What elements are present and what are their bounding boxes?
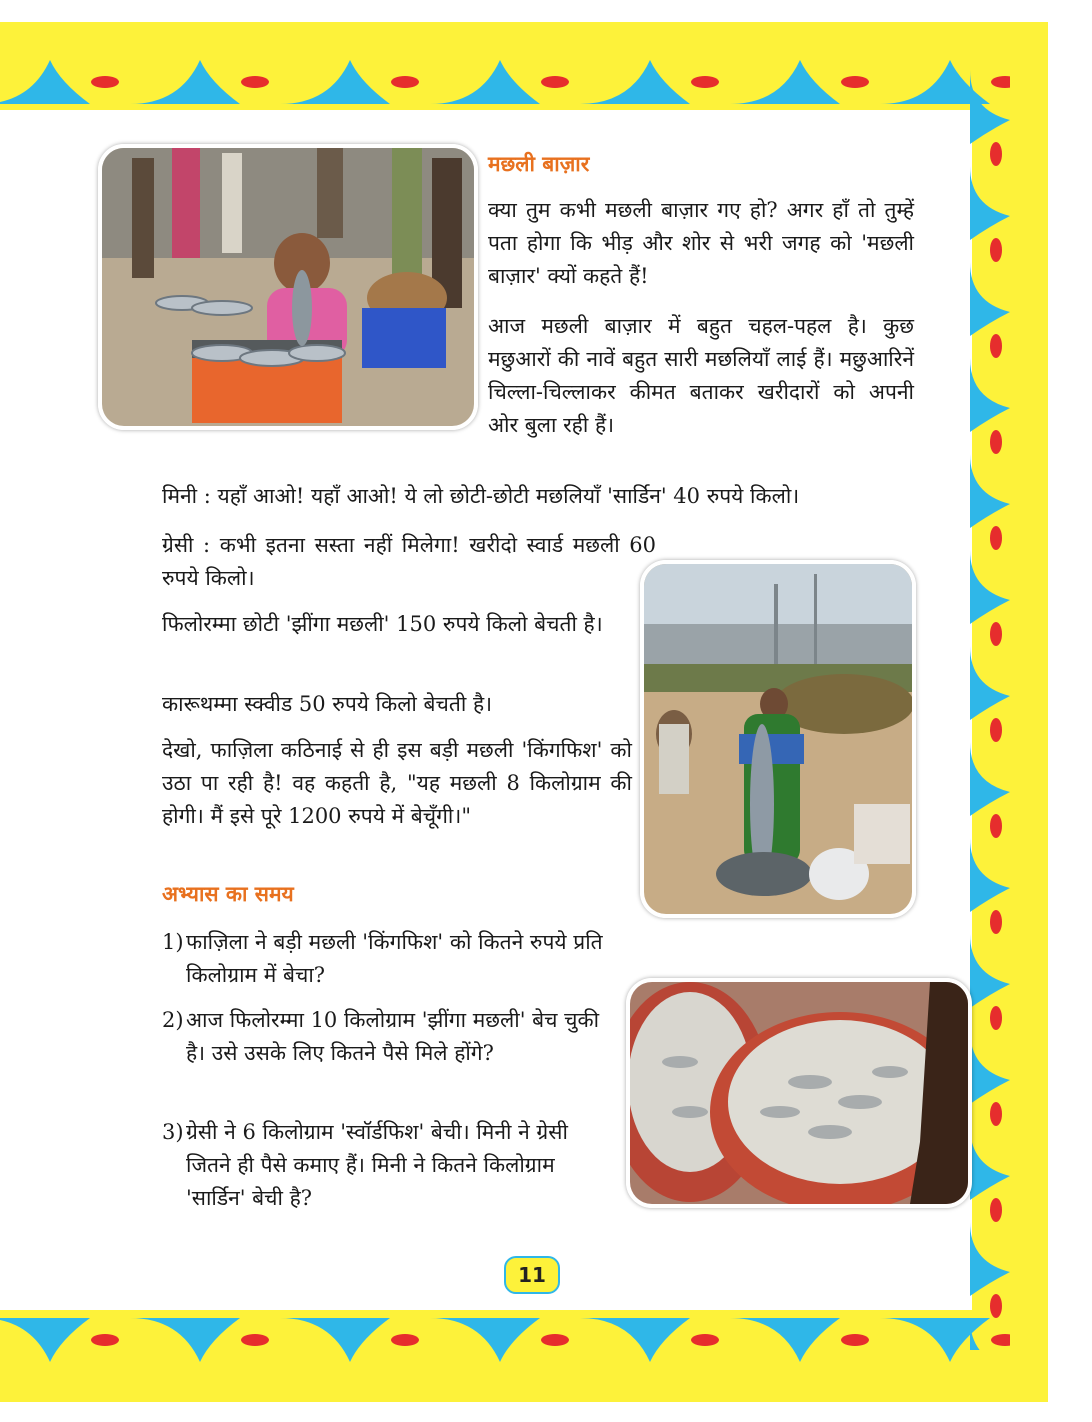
wave-shape (730, 60, 840, 104)
wave-shape (970, 358, 1010, 432)
wave-shape (130, 60, 240, 104)
question-2 (162, 1004, 618, 1070)
fish-motif (391, 1334, 419, 1346)
section-title: मछली बाज़ार (488, 152, 590, 176)
fish-motif (541, 1334, 569, 1346)
fish-motif (691, 1334, 719, 1346)
fish-baskets-photo (626, 978, 972, 1208)
fish-motif (990, 1198, 1002, 1222)
page-number: 11 (504, 1256, 560, 1294)
wave-shape (970, 838, 1010, 912)
question-number: 3) (162, 1120, 184, 1144)
wave-shape (580, 1318, 690, 1362)
question-number: 2) (162, 1008, 184, 1032)
wave-shape (970, 454, 1010, 528)
fish-motif (691, 76, 719, 88)
wave-shape (970, 742, 1010, 816)
fish-motif (990, 1006, 1002, 1030)
kingfish-photo (640, 560, 916, 918)
wave-shape (970, 166, 1010, 240)
question-text: आज फिलोरम्मा 10 किलोग्राम 'झींगा मछली' बेच चुकी है। उसे उसके लिए कितने पैसे मिले होंगे? (186, 1008, 600, 1065)
intro-paragraph-2: आज मछली बाज़ार में बहुत चहल-पहल है। कुछ मछुआरों की नावें बहुत सारी मछलियाँ लाई हैं। मछुआरिनें चिल्ला-चिल्लाकर कीमत बताकर खरीदारों को अपनी ओर बुला रही हैं। (488, 314, 914, 437)
fish-motif (241, 76, 269, 88)
question-text: फाज़िला ने बड़ी मछली 'किंगफिश' को कितने रुपये प्रति किलोग्राम में बेचा? (186, 930, 603, 987)
dialogue-mini: मिनी : यहाँ आओ! यहाँ आओ! ये लो छोटी-छोटी मछलियाँ 'सार्डिन' 40 रुपये किलो। (162, 484, 800, 508)
fish-motif (391, 76, 419, 88)
right-wave-border (968, 70, 1014, 1350)
wave-shape (970, 1126, 1010, 1200)
fish-motif (990, 1102, 1002, 1126)
wave-shape (430, 1318, 540, 1362)
wave-shape (970, 1318, 1010, 1350)
fish-motif (990, 1294, 1002, 1318)
fish-motif (990, 526, 1002, 550)
dialogue-gracy: ग्रेसी : कभी इतना सस्ता नहीं मिलेगा! खरीदो स्वार्ड मछली 60 रुपये किलो। (162, 533, 656, 590)
wave-shape (280, 1318, 390, 1362)
dialogue-karuthamma: कारूथम्मा स्क्वीड 50 रुपये किलो बेचती है। (162, 692, 493, 716)
wave-shape (130, 1318, 240, 1362)
top-wave-border (0, 50, 1010, 114)
wave-shape (970, 646, 1010, 720)
dialogue-fazila: देखो, फाज़िला कठिनाई से ही इस बड़ी मछली 'किंगफिश' को उठा पा रही है! वह कहती है, "यह मछली 8 किलोग्राम की होगी। मैं इसे पूरे 1200 रुपये में बेचूँगी।" (162, 738, 632, 828)
dialogue-filoramma: फिलोरम्मा छोटी 'झींगा मछली' 150 रुपये किलो बेचती है। (162, 612, 603, 636)
fish-motif (990, 814, 1002, 838)
wave-shape (970, 934, 1010, 1008)
question-text: ग्रेसी ने 6 किलोग्राम 'स्वॉर्डफिश' बेची। मिनी ने ग्रेसी जितने ही पैसे कमाए हैं। मिनी ने कितने किलोग्राम 'सार्डिन' बेची है? (186, 1120, 568, 1210)
fish-motif (990, 238, 1002, 262)
wave-shape (0, 60, 90, 104)
fish-motif (541, 76, 569, 88)
wave-shape (970, 550, 1010, 624)
practice-title: अभ्यास का समय (162, 882, 294, 906)
intro-paragraph-1: क्या तुम कभी मछली बाज़ार गए हो? अगर हाँ तो तुम्हें पता होगा कि भीड़ और शोर से भरी जगह को 'मछली बाज़ार' क्यों कहते हैं! (488, 198, 914, 288)
fish-motif (990, 334, 1002, 358)
fish-motif (990, 718, 1002, 742)
fish-motif (841, 1334, 869, 1346)
fish-motif (990, 910, 1002, 934)
fish-motif (91, 1334, 119, 1346)
wave-shape (580, 60, 690, 104)
fish-market-photo (98, 144, 478, 430)
fish-motif (841, 76, 869, 88)
fish-motif (91, 76, 119, 88)
question-3 (162, 1116, 618, 1215)
wave-shape (280, 60, 390, 104)
wave-shape (0, 1318, 90, 1362)
fish-motif (990, 430, 1002, 454)
wave-shape (970, 262, 1010, 336)
fish-motif (990, 622, 1002, 646)
fish-motif (990, 142, 1002, 166)
wave-shape (970, 1030, 1010, 1104)
fish-motif (241, 1334, 269, 1346)
question-number: 1) (162, 930, 184, 954)
wave-shape (970, 70, 1010, 144)
wave-shape (430, 60, 540, 104)
question-1 (162, 926, 618, 992)
wave-shape (970, 1222, 1010, 1296)
bottom-wave-border (0, 1308, 1010, 1372)
wave-shape (730, 1318, 840, 1362)
